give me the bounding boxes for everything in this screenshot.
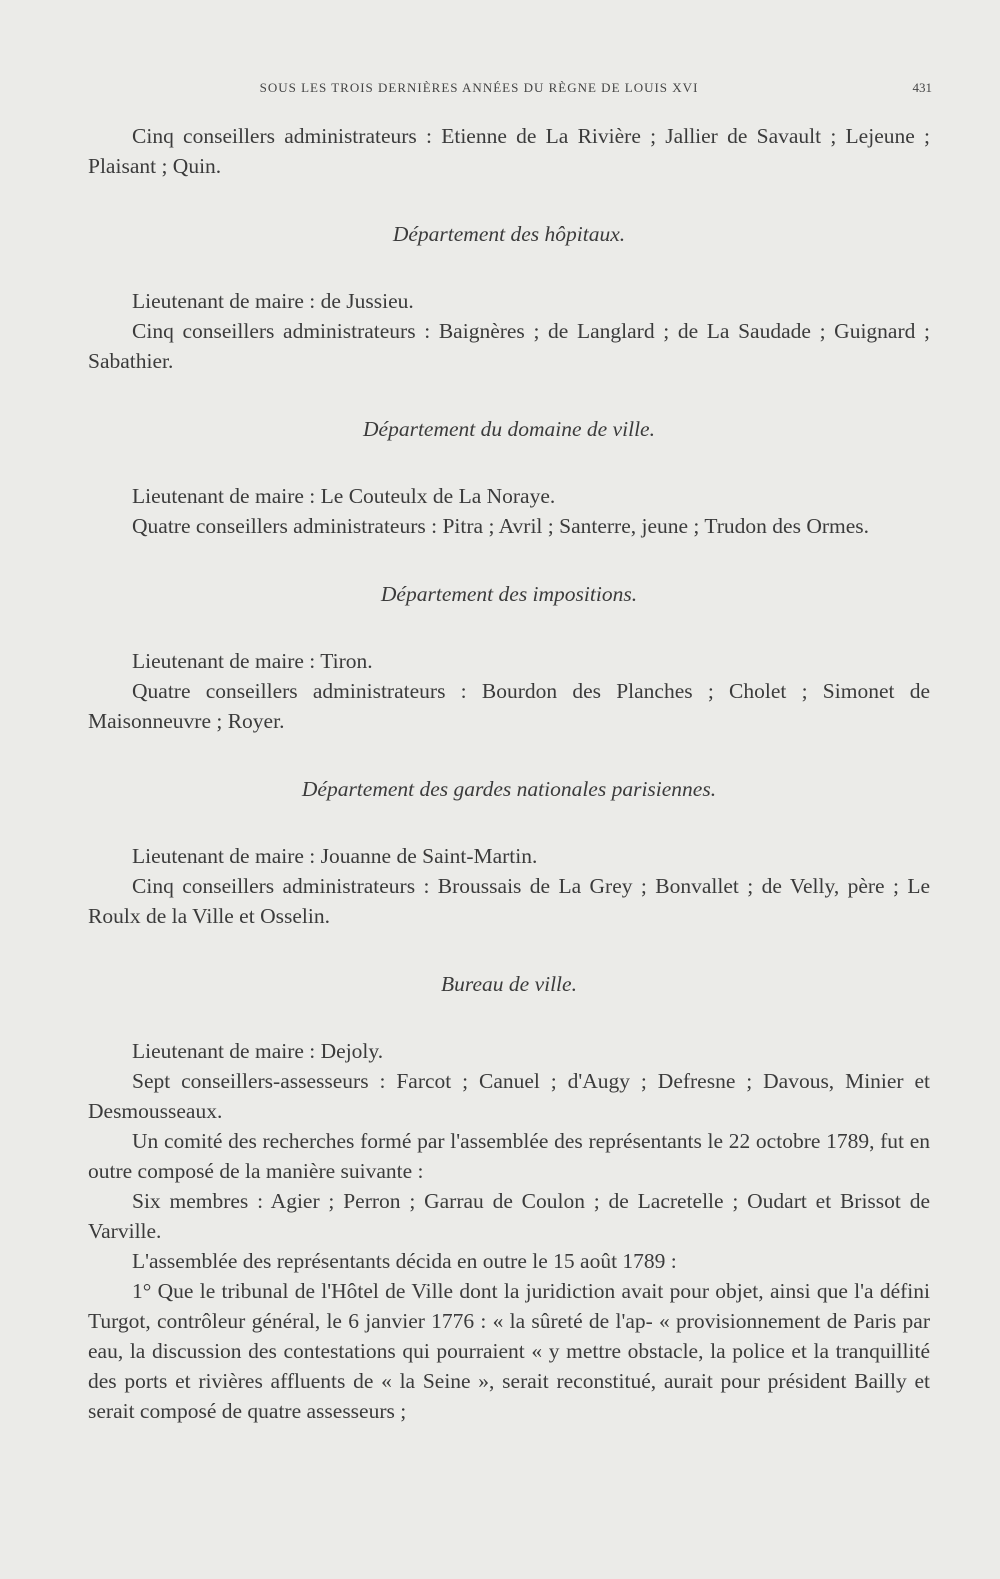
running-head: [86, 80, 932, 102]
paragraph: Quatre conseillers administrateurs : Pitra ; Avril ; Santerre, jeune ; Trudon des Ormes.: [132, 514, 870, 538]
section-heading-impositions: Département des impositions.: [380, 582, 638, 606]
paragraph: Lieutenant de maire : de Jussieu.: [132, 289, 414, 313]
page-number: 431: [912, 80, 932, 95]
page-body: [88, 121, 930, 1426]
paragraph: Lieutenant de maire : Le Couteulx de La Noraye.: [132, 484, 556, 508]
paragraph: Sept conseillers-assesseurs : Farcot ; Canuel ; d'Augy ; Defresne ; Davous, Minier et Desmousseaux.: [88, 1069, 930, 1123]
paragraph: Six membres : Agier ; Perron ; Garrau de Coulon ; de Lacretelle ; Oudart et Brissot de Varville.: [88, 1189, 930, 1243]
paragraph: Quatre conseillers administrateurs : Bourdon des Planches ; Cholet ; Simonet de Maisonneuvre ; Royer.: [88, 679, 930, 733]
section-heading-hopitaux: Département des hôpitaux.: [392, 222, 626, 246]
section-heading-domaine: Département du domaine de ville.: [363, 417, 655, 441]
paragraph: L'assemblée des représentants décida en outre le 15 août 1789 :: [132, 1249, 677, 1273]
paragraph: Lieutenant de maire : Jouanne de Saint-Martin.: [132, 844, 538, 868]
section-heading-bureau: Bureau de ville.: [441, 972, 577, 996]
paragraph: Cinq conseillers administrateurs : Broussais de La Grey ; Bonvallet ; de Velly, père ; Le Roulx de la Ville et Osselin.: [88, 874, 930, 928]
paragraph: Cinq conseillers administrateurs : Etienne de La Rivière ; Jallier de Savault ; Lejeune ; Plaisant ; Quin.: [88, 124, 930, 178]
paragraph: 1° Que le tribunal de l'Hôtel de Ville dont la juridiction avait pour objet, ainsi que l'a défini Turgot, contrôleur général, le 6 janvier 1776 : « la sûreté de l'ap- « provisionnement de Paris par eau, la discussion des contestations qui pourraient « y mettre obstacle, la police et la tranquillité des ports et rivières affluents de « la Seine », serait reconstitué, aurait pour président Bailly et serait composé de quatre assesseurs ;: [88, 1279, 930, 1423]
section-heading-gardes: Département des gardes nationales parisiennes.: [301, 777, 717, 801]
paragraph: Un comité des recherches formé par l'assemblée des représentants le 22 octobre 1789, fut en outre composé de la manière suivante :: [88, 1129, 930, 1183]
paragraph: Lieutenant de maire : Tiron.: [132, 649, 373, 673]
paragraph: Cinq conseillers administrateurs : Baignères ; de Langlard ; de La Saudade ; Guignard ; Sabathier.: [88, 319, 930, 373]
paragraph: Lieutenant de maire : Dejoly.: [132, 1039, 384, 1063]
running-title: SOUS LES TROIS DERNIÈRES ANNÉES DU RÈGNE DE LOUIS XVI: [259, 80, 699, 95]
